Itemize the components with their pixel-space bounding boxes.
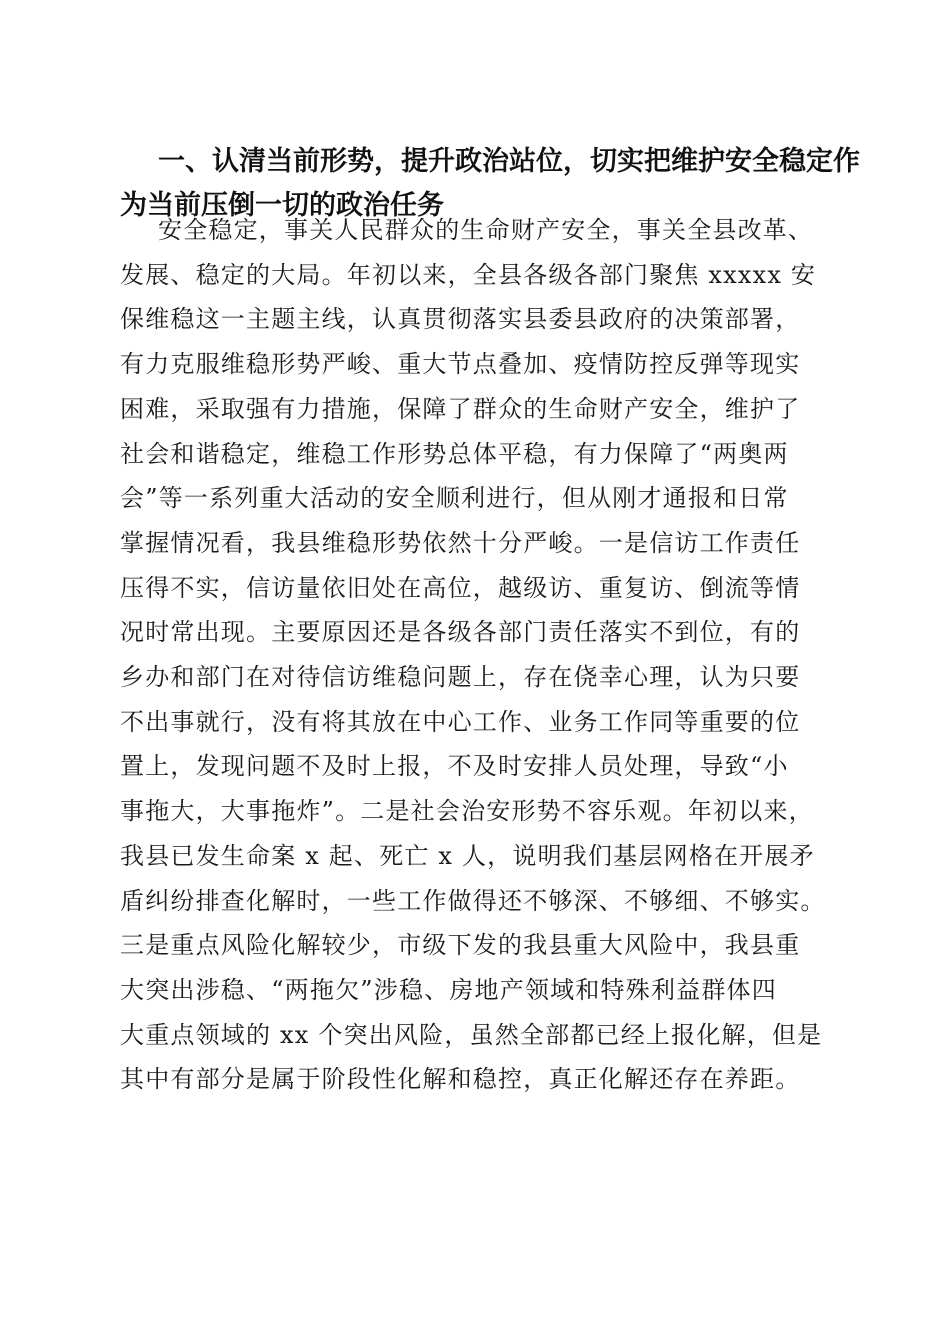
paragraph-line: 不出事就行，没有将其放在中心工作、业务工作同等重要的位	[120, 707, 801, 736]
paragraph-line: 其中有部分是属于阶段性化解和稳控，真正化解还存在养距。	[120, 1065, 801, 1094]
paragraph-line: 大突出涉稳、“两拖欠”涉稳、房地产领域和特殊利益群体四	[120, 975, 777, 1004]
heading-line: 为当前压倒一切的政治任务	[120, 190, 444, 221]
heading-line: 一、认清当前形势，提升政治站位，切实把维护安全稳定作	[158, 146, 860, 177]
paragraph-line: 况时常出现。主要原因还是各级各部门责任落实不到位，有的	[120, 618, 801, 647]
paragraph-line: 安全稳定，事关人民群众的生命财产安全，事关全县改革、	[158, 216, 814, 244]
paragraph-line: 我县已发生命案 x 起、死亡 x 人，说明我们基层网格在开展矛	[120, 841, 815, 870]
paragraph-line: 事拖大，大事拖炸”。二是社会治安形势不容乐观。年初以来，	[120, 797, 814, 826]
paragraph-line: 盾纠纷排查化解时，一些工作做得还不够深、不够细、不够实。	[120, 886, 826, 915]
paragraph-line: 三是重点风险化解较少，市级下发的我县重大风险中，我县重	[120, 931, 801, 960]
paragraph-line: 会”等一系列重大活动的安全顺利进行，但从刚才通报和日常	[120, 484, 789, 513]
paragraph-line: 社会和谐稳定，维稳工作形势总体平稳，有力保障了“两奥两	[120, 439, 789, 468]
paragraph-line: 有力克服维稳形势严峻、重大节点叠加、疫情防控反弹等现实	[120, 350, 801, 379]
paragraph-line: 发展、稳定的大局。年初以来，全县各级各部门聚焦 xxxxx 安	[120, 260, 817, 289]
paragraph-line: 乡办和部门在对待信访维稳问题上，存在侥幸心理，认为只要	[120, 663, 801, 692]
paragraph-line: 掌握情况看，我县维稳形势依然十分严峻。一是信访工作责任	[120, 528, 801, 557]
paragraph-line: 压得不实，信访量依旧处在高位，越级访、重复访、倒流等情	[120, 573, 801, 602]
body-paragraph	[120, 208, 850, 1102]
paragraph-line: 保维稳这一主题主线，认真贯彻落实县委县政府的决策部署，	[120, 305, 801, 334]
paragraph-line: 困难，采取强有力措施，保障了群众的生命财产安全，维护了	[120, 394, 801, 423]
paragraph-line: 置上，发现问题不及时上报，不及时安排人员处理，导致“小	[120, 752, 789, 781]
paragraph-line: 大重点领域的 xx 个突出风险，虽然全部都已经上报化解，但是	[120, 1020, 823, 1049]
